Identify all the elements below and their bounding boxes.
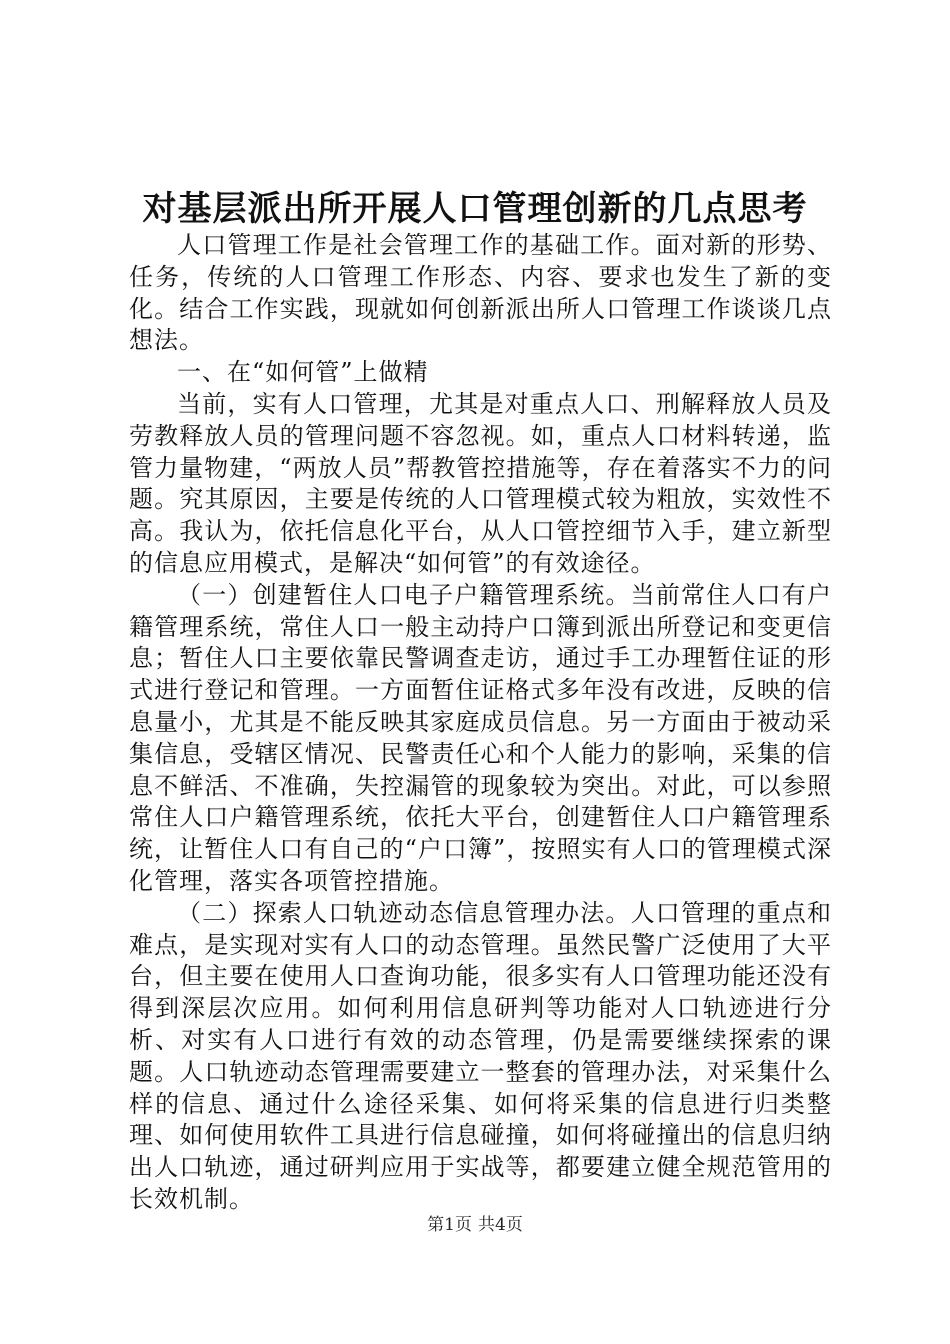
document-body (129, 230, 832, 1216)
page-total: 共4页 (478, 1215, 523, 1235)
page-number: 第1页 (427, 1215, 472, 1235)
page-footer (0, 1213, 950, 1237)
paragraph-intro: 人口管理工作是社会管理工作的基础工作。面对新的形势、任务，传统的人口管理工作形态、内容、要求也发生了新的变化。结合工作实践，现就如何创新派出所人口管理工作谈谈几点想法。 (129, 231, 832, 355)
paragraph-subsection-1: （一）创建暂住人口电子户籍管理系统。当前常住人口有户籍管理系统，常住人口一般主动持户口簿到派出所登记和变更信息；暂住人口主要依靠民警调查走访，通过手工办理暂住证的形式进行登记和管理。一方面暂住证格式多年没有改进，反映的信息量小，尤其是不能反映其家庭成员信息。另一方面由于被动采集信息，受辖区情况、民警责任心和个人能力的影响，采集的信息不鲜活、不准确，失控漏管的现象较为突出。对此，可以参照常住人口户籍管理系统，依托大平台，创建暂住人口户籍管理系统，让暂住人口有自己的“户口簿”，按照实有人口的管理模式深化管理，落实各项管控措施。 (129, 580, 832, 895)
paragraph-subsection-2: （二）探索人口轨迹动态信息管理办法。人口管理的重点和难点，是实现对实有人口的动态管理。虽然民警广泛使用了大平台，但主要在使用人口查询功能，很多实有人口管理功能还没有得到深层次应用。如何利用信息研判等功能对人口轨迹进行分析、对实有人口进行有效的动态管理，仍是需要继续探索的课题。人口轨迹动态管理需要建立一整套的管理办法，对采集什么样的信息、通过什么途径采集、如何将采集的信息进行归类整理、如何使用软件工具进行信息碰撞，如何将碰撞出的信息归纳出人口轨迹，通过研判应用于实战等，都要建立健全规范管用的长效机制。 (129, 898, 832, 1213)
section-heading-1: 一、在“如何管”上做精 (177, 358, 429, 387)
paragraph-section-1: 当前，实有人口管理，尤其是对重点人口、刑解释放人员及劳教释放人员的管理问题不容忽视。如，重点人口材料转递，监管力量物建，“两放人员”帮教管控措施等，存在着落实不力的问题。究其原因，主要是传统的人口管理模式较为粗放，实效性不高。我认为，依托信息化平台，从人口管控细节入手，建立新型的信息应用模式，是解决“如何管”的有效途径。 (129, 389, 832, 577)
document-title: 对基层派出所开展人口管理创新的几点思考 (142, 189, 808, 229)
